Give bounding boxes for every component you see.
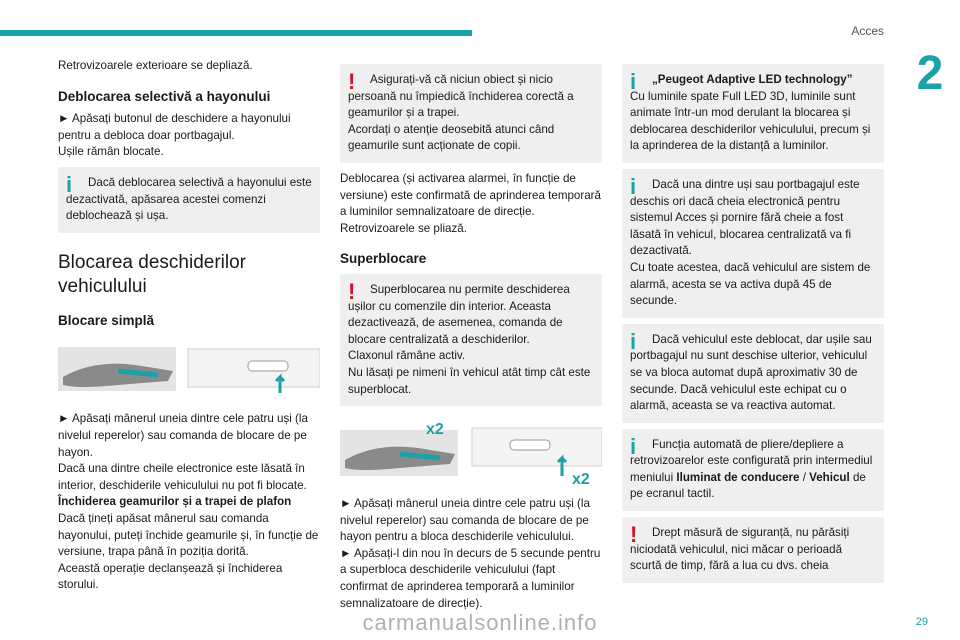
paragraph: ► Apăsați-l din nou în decurs de 5 secunde pentru a superbloca deschiderile vehiculului (fapt confirmat de aprinderea temporară a luminilor semnalizatoare de direcție). [340,546,601,610]
heading-superlock: Superblocare [340,251,427,267]
heading-simple-lock: Blocare simplă [58,312,155,328]
x2-label-handle: x2 [426,421,444,439]
info-text [630,433,876,503]
door-handle-image [58,337,320,403]
info-box [622,169,884,318]
warning-box [340,274,602,406]
paragraph: Ușile rămân blocate. [58,145,164,159]
heading-locking: Blocarea deschiderilor vehiculului [58,251,246,297]
info-icon: i [630,173,637,199]
paragraph: Deblocarea (și activarea alarmei, în funcție de versiune) este confirmată de aprinderea temporară a luminilor semnalizatoare de direcție. [340,171,601,219]
paragraph: Dacă țineți apăsat mânerul sau comanda hayonului, puteți închide geamurile și, în funcție de versiune, trapa până în poziția dorită. [58,511,319,559]
warning-icon: ! [348,278,356,304]
info-text: Dacă vehiculul este deblocat, dar ușile sau portbagajul nu sunt deschise ulterior, vehiculul se va bloca automat după aproximativ 30 de secunde. Dacă vehiculul este echipat cu o alarmă, aceasta se va reactiva automat. [630,332,872,413]
info-box [622,429,884,511]
info-title: „Peugeot Adaptive LED technology” [652,73,853,86]
warning-text: Nu lăsați pe nimeni în vehicul atât timp cât este superblocat. [348,365,591,396]
subheading-windows: Închiderea geamurilor și a trapei de plafon [58,495,292,509]
info-text-part: Funcția automată de pliere/depliere a retrovizoarelor este configurată prin intermediul meniului [630,437,873,484]
info-text: Dacă deblocarea selectivă a hayonului este dezactivată, apăsarea acestei comenzi deblochează și ușa. [66,175,312,223]
door-handle-illustration [58,337,320,403]
info-box [622,64,884,163]
info-icon: i [630,69,637,94]
column-2 [340,58,602,612]
warning-text: Asigurați-vă că niciun obiect și nicio persoană nu împiedică închiderea corectă a geamurilor și a trapei. [348,73,574,120]
x2-label-button: x2 [572,471,590,489]
info-text: Dacă una dintre uși sau portbagajul este deschis ori dacă cheia electronică pentru sistemul Acces și pornire fără cheie a fost lăsată în vehicul, blocarea centralizată va fi dezactivată. [630,177,860,258]
paragraph: ► Apăsați mânerul uneia dintre cele patru uși (la nivelul reperelor) sau comanda de blocare de pe hayon. [58,412,308,459]
paragraph: Dacă una dintre cheile electronice este lăsată în interior, deschiderile vehiculului nu pot fi blocate. [58,462,307,492]
info-icon: i [630,328,637,354]
info-text-part: de pe ecranul tactil. [630,470,866,501]
superlock-image [340,418,602,488]
heading-selective-unlock: Deblocarea selectivă a hayonului [58,88,271,104]
info-text-part: / [799,470,810,484]
warning-text: Claxonul rămâne activ. [348,349,466,363]
paragraph: Retrovizoarele exterioare se depliază. [58,59,253,72]
superlock-illustration [340,418,602,488]
info-icon: i [630,433,637,459]
header-accent-bar [0,30,472,36]
info-text: Cu toate acestea, dacă vehiculul are sistem de alarmă, acesta se va activa după 45 de secunde. [630,260,871,308]
warning-icon: ! [348,69,356,94]
paragraph: Această operație declanșează și închiderea storului. [58,561,283,592]
page-number: 29 [915,616,928,628]
menu-name-lighting: Iluminat de conducere [676,470,800,484]
chapter-number: 2 [900,38,960,108]
warning-box [340,64,602,163]
warning-text: Superblocarea nu permite deschiderea ușilor cu comenzile din interior. Aceasta dezactivează, de asemenea, comanda de blocare centralizată a deschiderilor. [348,282,570,346]
warning-text: Drept măsură de siguranță, nu părăsiți niciodată vehiculul, nici măcar o perioadă scurtă de timp, fără a lua cu dvs. cheia [630,526,850,573]
warning-icon: ! [630,522,638,548]
info-box [58,167,320,233]
menu-name-vehicle: Vehicul [809,470,850,484]
paragraph: Retrovizoarele se pliază. [340,221,467,235]
section-title: Acces [851,24,884,38]
info-box [622,324,884,423]
info-text: Cu luminile spate Full LED 3D, luminile sunt animate într-un mod derulant la blocarea și deblocarea deschiderilor vehiculului, precum și la aprinderea de la distanță a luminilor. [630,89,871,153]
paragraph: ► Apăsați butonul de deschidere a hayonului pentru a debloca doar portbagajul. [58,112,291,142]
column-1 [58,58,320,594]
info-icon: i [66,171,73,197]
watermark: carmanualsonline.info [362,610,598,635]
column-3 [622,58,884,589]
warning-text: Acordați o atenție deosebită atunci când geamurile sunt acționate de copii. [348,122,555,153]
paragraph: ► Apăsați mânerul uneia dintre cele patru uși (la nivelul reperelor) sau comanda de blocare de pe hayon pentru a bloca deschiderile vehiculului. [340,497,590,544]
warning-box [622,517,884,583]
